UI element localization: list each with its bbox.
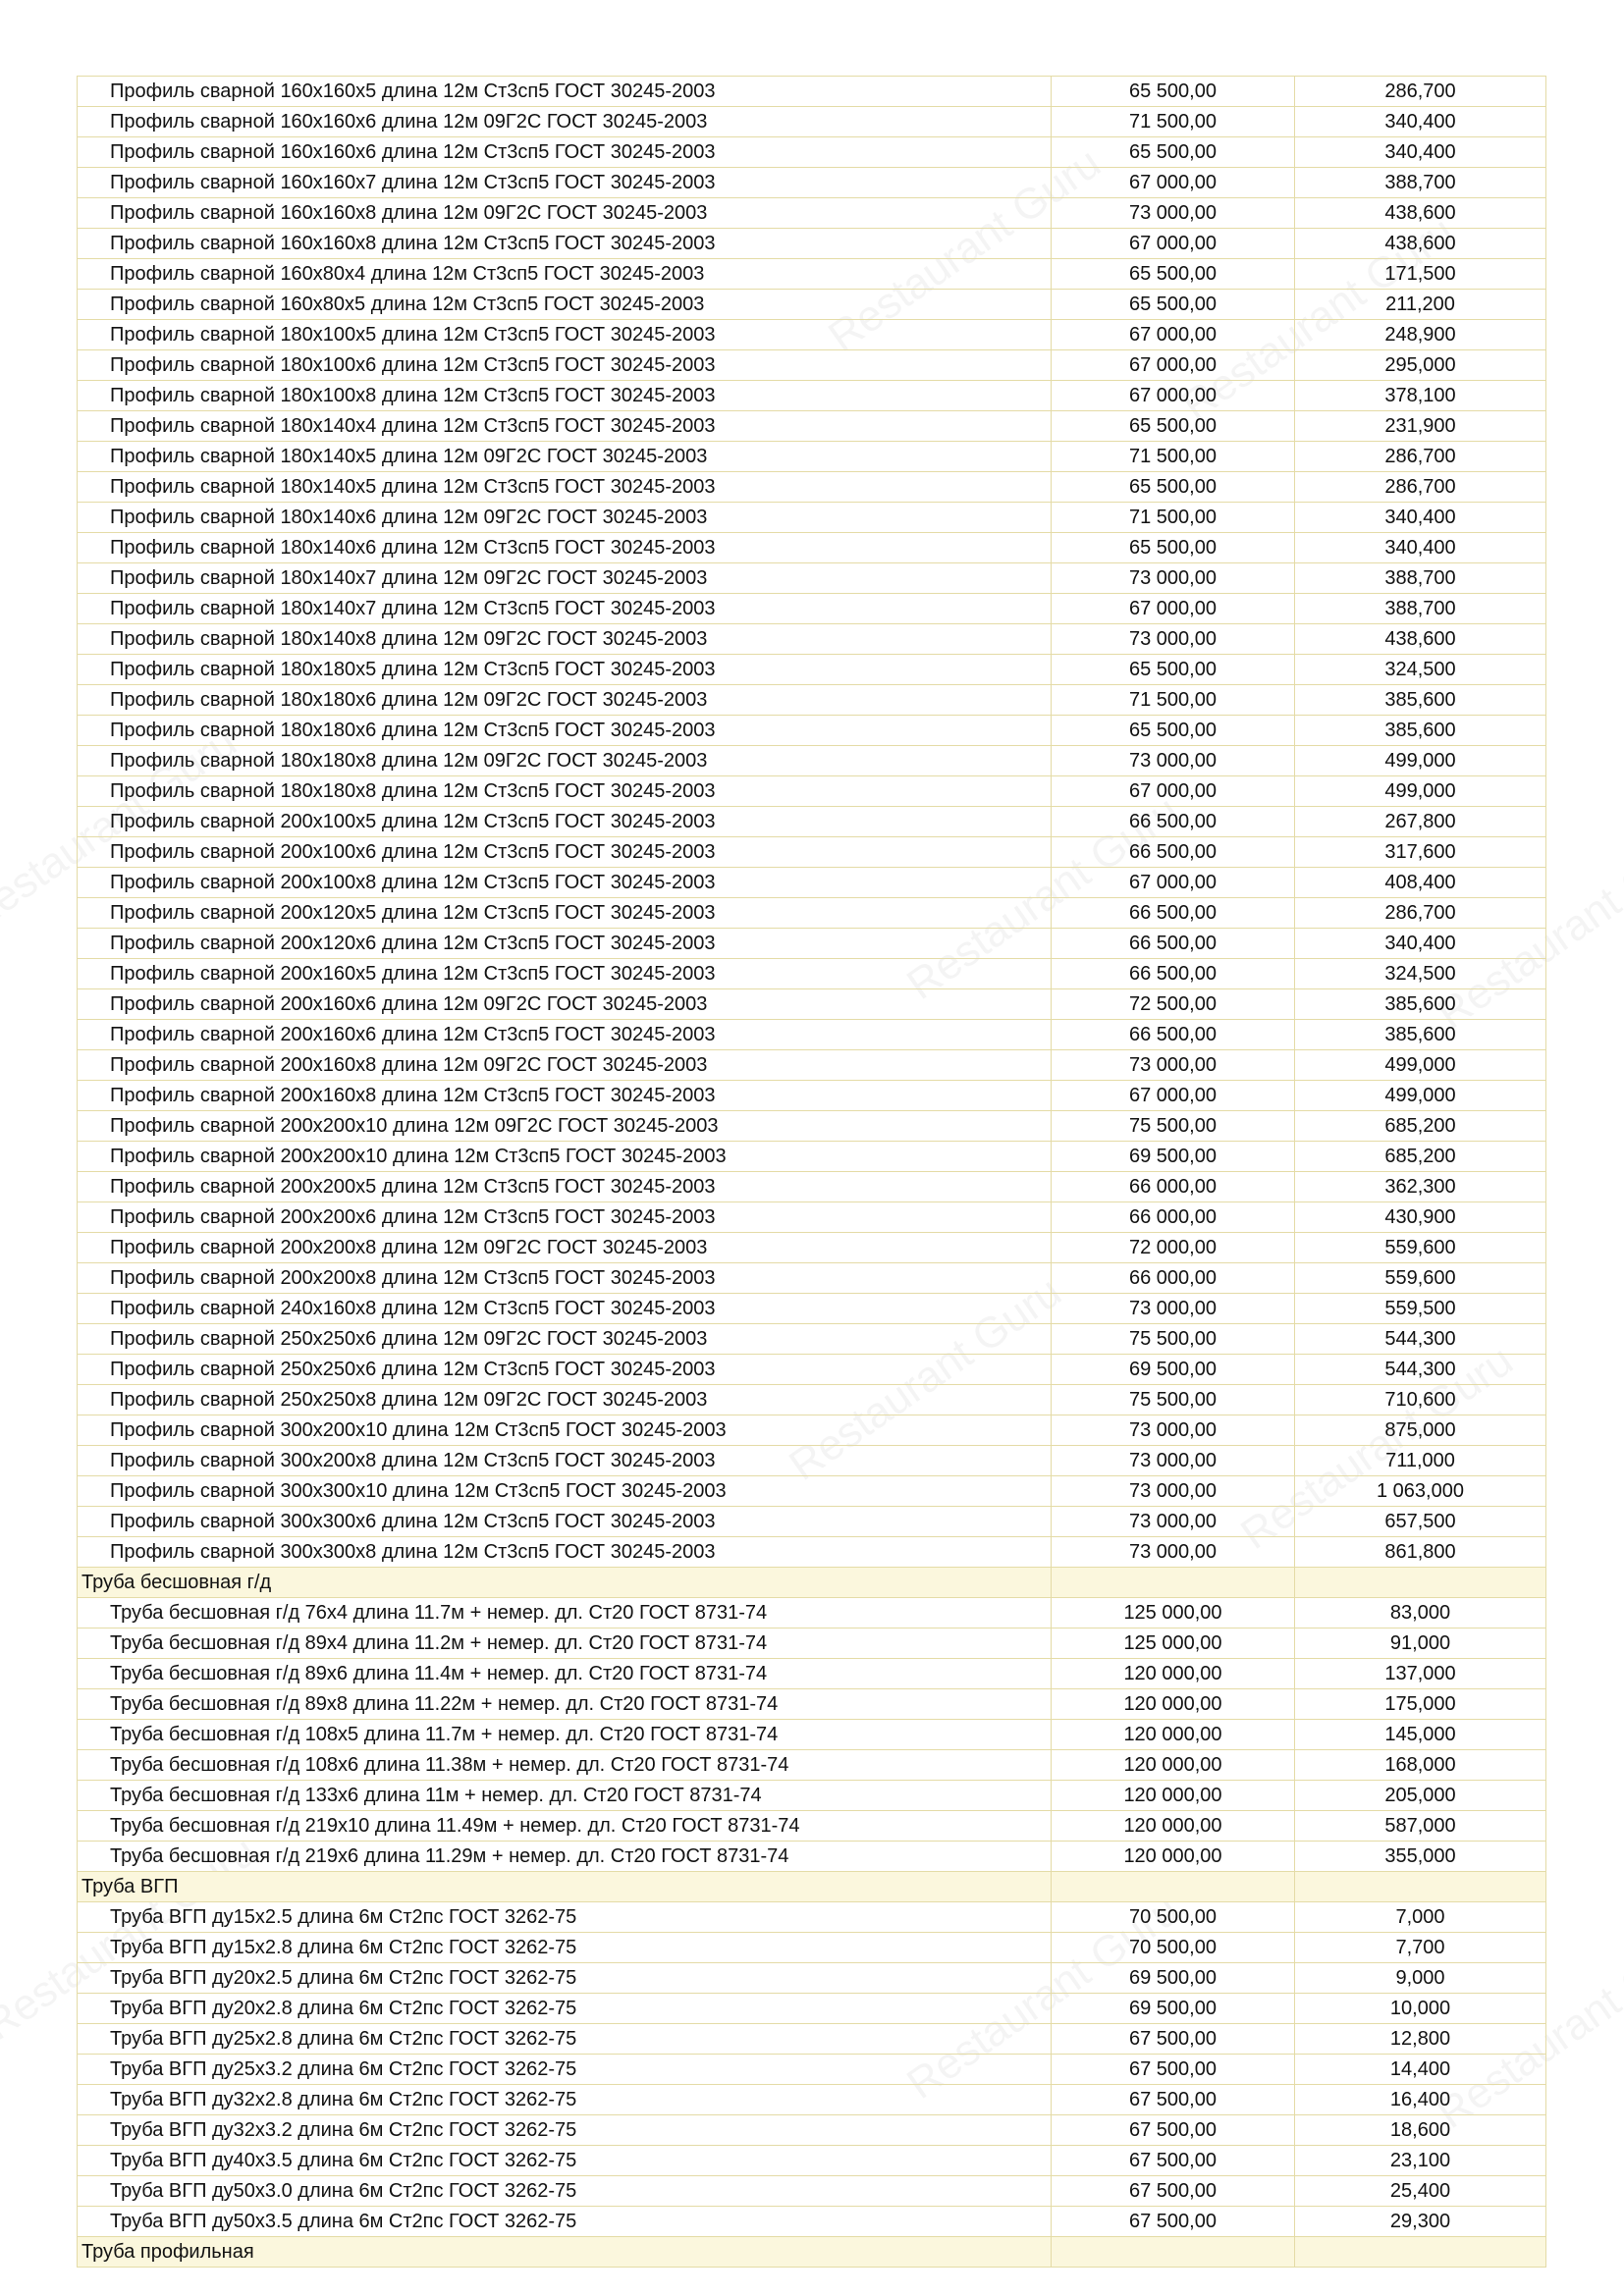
price-value: 66 000,00: [1052, 1172, 1295, 1202]
weight-value: 875,000: [1295, 1415, 1546, 1446]
product-name: Труба ВГП ду25х3.2 длина 6м Ст2пс ГОСТ 3262-75: [78, 2055, 1052, 2085]
price-value: 67 000,00: [1052, 1081, 1295, 1111]
price-value: 69 500,00: [1052, 1355, 1295, 1385]
weight-value: 385,600: [1295, 989, 1546, 1020]
product-name: Труба бесшовная г/д 133х6 длина 11м + немер. дл. Ст20 ГОСТ 8731-74: [78, 1781, 1052, 1811]
weight-value: 544,300: [1295, 1355, 1546, 1385]
price-value: 125 000,00: [1052, 1629, 1295, 1659]
weight-value: 378,100: [1295, 381, 1546, 411]
table-row: [78, 168, 1546, 198]
price-value: 67 000,00: [1052, 594, 1295, 624]
product-name: Профиль сварной 180х140х6 длина 12м 09Г2С ГОСТ 30245-2003: [78, 503, 1052, 533]
product-name: Профиль сварной 180х140х4 длина 12м Ст3сп5 ГОСТ 30245-2003: [78, 411, 1052, 442]
price-value: 66 000,00: [1052, 1202, 1295, 1233]
weight-value: 559,600: [1295, 1233, 1546, 1263]
price-value: 67 500,00: [1052, 2085, 1295, 2115]
table-row: [78, 776, 1546, 807]
price-value: 73 000,00: [1052, 1446, 1295, 1476]
table-row: [78, 442, 1546, 472]
price-value: 70 500,00: [1052, 1933, 1295, 1963]
weight-value: 430,900: [1295, 1202, 1546, 1233]
weight-value: 29,300: [1295, 2207, 1546, 2237]
product-name: Труба бесшовная г/д 219х6 длина 11.29м + немер. дл. Ст20 ГОСТ 8731-74: [78, 1842, 1052, 1872]
table-row: [78, 1385, 1546, 1415]
product-name: Профиль сварной 200х200х5 длина 12м Ст3сп5 ГОСТ 30245-2003: [78, 1172, 1052, 1202]
table-row: [78, 868, 1546, 898]
price-value: 72 000,00: [1052, 1233, 1295, 1263]
product-name: Труба ВГП ду50х3.5 длина 6м Ст2пс ГОСТ 3262-75: [78, 2207, 1052, 2237]
weight-value: 711,000: [1295, 1446, 1546, 1476]
weight-value: 286,700: [1295, 77, 1546, 107]
price-value: 120 000,00: [1052, 1781, 1295, 1811]
price-value: 67 500,00: [1052, 2115, 1295, 2146]
price-value: 73 000,00: [1052, 563, 1295, 594]
product-name: Профиль сварной 200х160х5 длина 12м Ст3сп5 ГОСТ 30245-2003: [78, 959, 1052, 989]
weight-value: 83,000: [1295, 1598, 1546, 1629]
product-name: Труба профильная: [78, 2237, 1052, 2268]
table-row: [78, 1081, 1546, 1111]
product-name: Профиль сварной 300х300х6 длина 12м Ст3сп5 ГОСТ 30245-2003: [78, 1507, 1052, 1537]
weight-value: 559,500: [1295, 1294, 1546, 1324]
product-name: Профиль сварной 200х120х6 длина 12м Ст3сп5 ГОСТ 30245-2003: [78, 929, 1052, 959]
table-row: [78, 2115, 1546, 2146]
price-value: 67 000,00: [1052, 776, 1295, 807]
price-value: [1052, 1872, 1295, 1902]
weight-value: 286,700: [1295, 898, 1546, 929]
product-name: Профиль сварной 240х160х8 длина 12м Ст3сп5 ГОСТ 30245-2003: [78, 1294, 1052, 1324]
product-name: Профиль сварной 160х160х6 длина 12м Ст3сп5 ГОСТ 30245-2003: [78, 137, 1052, 168]
table-row: [78, 320, 1546, 350]
price-value: 67 500,00: [1052, 2176, 1295, 2207]
weight-value: 861,800: [1295, 1537, 1546, 1568]
table-row: [78, 290, 1546, 320]
product-name: Труба ВГП ду15х2.5 длина 6м Ст2пс ГОСТ 3262-75: [78, 1902, 1052, 1933]
product-name: Профиль сварной 180х140х7 длина 12м Ст3сп5 ГОСТ 30245-2003: [78, 594, 1052, 624]
price-value: 67 000,00: [1052, 381, 1295, 411]
table-row: [78, 655, 1546, 685]
price-value: 75 500,00: [1052, 1324, 1295, 1355]
price-value: 120 000,00: [1052, 1689, 1295, 1720]
product-name: Профиль сварной 180х100х8 длина 12м Ст3сп5 ГОСТ 30245-2003: [78, 381, 1052, 411]
weight-value: 324,500: [1295, 959, 1546, 989]
product-name: Труба бесшовная г/д 219х10 длина 11.49м + немер. дл. Ст20 ГОСТ 8731-74: [78, 1811, 1052, 1842]
weight-value: 295,000: [1295, 350, 1546, 381]
weight-value: 499,000: [1295, 1081, 1546, 1111]
table-row: [78, 837, 1546, 868]
table-row: [78, 716, 1546, 746]
price-value: 69 500,00: [1052, 1963, 1295, 1994]
weight-value: 211,200: [1295, 290, 1546, 320]
table-row: [78, 685, 1546, 716]
price-value: 73 000,00: [1052, 1294, 1295, 1324]
product-name: Профиль сварной 180х140х8 длина 12м 09Г2С ГОСТ 30245-2003: [78, 624, 1052, 655]
price-value: 67 500,00: [1052, 2207, 1295, 2237]
weight-value: 362,300: [1295, 1172, 1546, 1202]
product-name: Профиль сварной 180х100х6 длина 12м Ст3сп5 ГОСТ 30245-2003: [78, 350, 1052, 381]
price-value: 120 000,00: [1052, 1659, 1295, 1689]
table-row: [78, 1902, 1546, 1933]
table-row: [78, 2146, 1546, 2176]
price-value: 67 000,00: [1052, 868, 1295, 898]
table-row: [78, 2055, 1546, 2085]
price-value: 73 000,00: [1052, 1476, 1295, 1507]
table-row: [78, 1050, 1546, 1081]
weight-value: [1295, 1568, 1546, 1598]
product-name: Труба ВГП ду32х3.2 длина 6м Ст2пс ГОСТ 3262-75: [78, 2115, 1052, 2146]
price-value: 65 500,00: [1052, 290, 1295, 320]
table-row: [78, 1476, 1546, 1507]
product-name: Профиль сварной 200х160х6 длина 12м Ст3сп5 ГОСТ 30245-2003: [78, 1020, 1052, 1050]
weight-value: 499,000: [1295, 1050, 1546, 1081]
table-row: [78, 107, 1546, 137]
weight-value: 438,600: [1295, 198, 1546, 229]
table-row: [78, 1811, 1546, 1842]
price-value: 67 000,00: [1052, 229, 1295, 259]
product-name: Профиль сварной 200х160х8 длина 12м 09Г2С ГОСТ 30245-2003: [78, 1050, 1052, 1081]
price-value: 73 000,00: [1052, 624, 1295, 655]
product-name: Профиль сварной 180х180х6 длина 12м 09Г2С ГОСТ 30245-2003: [78, 685, 1052, 716]
weight-value: 91,000: [1295, 1629, 1546, 1659]
price-value: 71 500,00: [1052, 503, 1295, 533]
weight-value: 385,600: [1295, 716, 1546, 746]
category-row: [78, 2237, 1546, 2268]
price-value: 65 500,00: [1052, 472, 1295, 503]
price-value: 120 000,00: [1052, 1811, 1295, 1842]
weight-value: 685,200: [1295, 1142, 1546, 1172]
product-name: Профиль сварной 180х140х6 длина 12м Ст3сп5 ГОСТ 30245-2003: [78, 533, 1052, 563]
weight-value: [1295, 1872, 1546, 1902]
weight-value: 685,200: [1295, 1111, 1546, 1142]
table-row: [78, 624, 1546, 655]
price-value: 73 000,00: [1052, 1050, 1295, 1081]
product-name: Профиль сварной 200х200х8 длина 12м Ст3сп5 ГОСТ 30245-2003: [78, 1263, 1052, 1294]
product-name: Профиль сварной 200х120х5 длина 12м Ст3сп5 ГОСТ 30245-2003: [78, 898, 1052, 929]
price-value: 67 500,00: [1052, 2055, 1295, 2085]
price-value: 65 500,00: [1052, 259, 1295, 290]
product-name: Труба бесшовная г/д 89х6 длина 11.4м + немер. дл. Ст20 ГОСТ 8731-74: [78, 1659, 1052, 1689]
table-row: [78, 1659, 1546, 1689]
category-row: [78, 1568, 1546, 1598]
table-row: [78, 1507, 1546, 1537]
table-row: [78, 472, 1546, 503]
product-name: Труба бесшовная г/д 108х5 длина 11.7м + немер. дл. Ст20 ГОСТ 8731-74: [78, 1720, 1052, 1750]
weight-value: 324,500: [1295, 655, 1546, 685]
product-name: Профиль сварной 180х140х5 длина 12м 09Г2С ГОСТ 30245-2003: [78, 442, 1052, 472]
product-name: Труба ВГП ду20х2.8 длина 6м Ст2пс ГОСТ 3262-75: [78, 1994, 1052, 2024]
product-name: Труба ВГП ду50х3.0 длина 6м Ст2пс ГОСТ 3262-75: [78, 2176, 1052, 2207]
table-row: [78, 594, 1546, 624]
category-row: [78, 1872, 1546, 1902]
table-row: [78, 563, 1546, 594]
table-row: [78, 1324, 1546, 1355]
price-value: 66 500,00: [1052, 807, 1295, 837]
product-name: Профиль сварной 180х180х8 длина 12м Ст3сп5 ГОСТ 30245-2003: [78, 776, 1052, 807]
weight-value: 14,400: [1295, 2055, 1546, 2085]
product-name: Профиль сварной 180х180х6 длина 12м Ст3сп5 ГОСТ 30245-2003: [78, 716, 1052, 746]
weight-value: [1295, 2237, 1546, 2268]
weight-value: 23,100: [1295, 2146, 1546, 2176]
price-table: [77, 76, 1546, 2268]
weight-value: 710,600: [1295, 1385, 1546, 1415]
price-value: 65 500,00: [1052, 137, 1295, 168]
product-name: Профиль сварной 160х160х8 длина 12м Ст3сп5 ГОСТ 30245-2003: [78, 229, 1052, 259]
table-row: [78, 2085, 1546, 2115]
price-value: 65 500,00: [1052, 655, 1295, 685]
product-name: Профиль сварной 160х80х5 длина 12м Ст3сп5 ГОСТ 30245-2003: [78, 290, 1052, 320]
weight-value: 438,600: [1295, 229, 1546, 259]
table-row: [78, 989, 1546, 1020]
weight-value: 340,400: [1295, 137, 1546, 168]
weight-value: 340,400: [1295, 533, 1546, 563]
table-row: [78, 1415, 1546, 1446]
table-row: [78, 1446, 1546, 1476]
weight-value: 12,800: [1295, 2024, 1546, 2055]
weight-value: 205,000: [1295, 1781, 1546, 1811]
weight-value: 145,000: [1295, 1720, 1546, 1750]
price-value: 66 500,00: [1052, 959, 1295, 989]
price-value: 73 000,00: [1052, 1537, 1295, 1568]
price-value: 120 000,00: [1052, 1750, 1295, 1781]
weight-value: 385,600: [1295, 1020, 1546, 1050]
product-name: Профиль сварной 200х200х6 длина 12м Ст3сп5 ГОСТ 30245-2003: [78, 1202, 1052, 1233]
weight-value: 25,400: [1295, 2176, 1546, 2207]
product-name: Труба ВГП ду20х2.5 длина 6м Ст2пс ГОСТ 3262-75: [78, 1963, 1052, 1994]
product-name: Труба бесшовная г/д 108х6 длина 11.38м + немер. дл. Ст20 ГОСТ 8731-74: [78, 1750, 1052, 1781]
price-value: 66 500,00: [1052, 898, 1295, 929]
product-name: Профиль сварной 180х180х5 длина 12м Ст3сп5 ГОСТ 30245-2003: [78, 655, 1052, 685]
table-row: [78, 1537, 1546, 1568]
table-row: [78, 898, 1546, 929]
weight-value: 355,000: [1295, 1842, 1546, 1872]
product-name: Профиль сварной 180х100х5 длина 12м Ст3сп5 ГОСТ 30245-2003: [78, 320, 1052, 350]
product-name: Профиль сварной 200х160х8 длина 12м Ст3сп5 ГОСТ 30245-2003: [78, 1081, 1052, 1111]
table-row: [78, 259, 1546, 290]
weight-value: 10,000: [1295, 1994, 1546, 2024]
weight-value: 7,000: [1295, 1902, 1546, 1933]
price-value: 67 500,00: [1052, 2146, 1295, 2176]
price-value: 66 500,00: [1052, 929, 1295, 959]
price-value: [1052, 2237, 1295, 2268]
table-row: [78, 1963, 1546, 1994]
price-table-body: [78, 77, 1546, 2268]
table-row: [78, 1750, 1546, 1781]
price-value: 69 500,00: [1052, 1142, 1295, 1172]
table-row: [78, 1142, 1546, 1172]
table-row: [78, 1111, 1546, 1142]
table-row: [78, 1781, 1546, 1811]
weight-value: 340,400: [1295, 107, 1546, 137]
product-name: Труба ВГП ду15х2.8 длина 6м Ст2пс ГОСТ 3262-75: [78, 1933, 1052, 1963]
weight-value: 559,600: [1295, 1263, 1546, 1294]
product-name: Профиль сварной 160х160х8 длина 12м 09Г2С ГОСТ 30245-2003: [78, 198, 1052, 229]
product-name: Профиль сварной 200х200х10 длина 12м Ст3сп5 ГОСТ 30245-2003: [78, 1142, 1052, 1172]
table-row: [78, 2024, 1546, 2055]
price-value: 125 000,00: [1052, 1598, 1295, 1629]
table-row: [78, 1202, 1546, 1233]
weight-value: 340,400: [1295, 929, 1546, 959]
weight-value: 317,600: [1295, 837, 1546, 868]
product-name: Профиль сварной 180х140х7 длина 12м 09Г2С ГОСТ 30245-2003: [78, 563, 1052, 594]
table-row: [78, 1720, 1546, 1750]
product-name: Профиль сварной 200х200х8 длина 12м 09Г2С ГОСТ 30245-2003: [78, 1233, 1052, 1263]
table-row: [78, 503, 1546, 533]
product-name: Профиль сварной 250х250х8 длина 12м 09Г2С ГОСТ 30245-2003: [78, 1385, 1052, 1415]
table-row: [78, 1842, 1546, 1872]
table-row: [78, 229, 1546, 259]
weight-value: 267,800: [1295, 807, 1546, 837]
table-row: [78, 77, 1546, 107]
table-row: [78, 1933, 1546, 1963]
weight-value: 499,000: [1295, 746, 1546, 776]
product-name: Профиль сварной 160х160х6 длина 12м 09Г2С ГОСТ 30245-2003: [78, 107, 1052, 137]
price-value: 65 500,00: [1052, 77, 1295, 107]
price-value: 70 500,00: [1052, 1902, 1295, 1933]
product-name: Профиль сварной 300х200х10 длина 12м Ст3сп5 ГОСТ 30245-2003: [78, 1415, 1052, 1446]
table-row: [78, 2176, 1546, 2207]
price-value: 75 500,00: [1052, 1385, 1295, 1415]
price-value: 67 000,00: [1052, 168, 1295, 198]
weight-value: 286,700: [1295, 472, 1546, 503]
table-row: [78, 807, 1546, 837]
table-row: [78, 1263, 1546, 1294]
weight-value: 657,500: [1295, 1507, 1546, 1537]
price-value: 66 500,00: [1052, 837, 1295, 868]
product-name: Труба бесшовная г/д: [78, 1568, 1052, 1598]
price-value: 66 000,00: [1052, 1263, 1295, 1294]
product-name: Профиль сварной 200х100х8 длина 12м Ст3сп5 ГОСТ 30245-2003: [78, 868, 1052, 898]
table-row: [78, 533, 1546, 563]
product-name: Профиль сварной 180х180х8 длина 12м 09Г2С ГОСТ 30245-2003: [78, 746, 1052, 776]
product-name: Профиль сварной 200х160х6 длина 12м 09Г2С ГОСТ 30245-2003: [78, 989, 1052, 1020]
weight-value: 388,700: [1295, 563, 1546, 594]
price-value: 66 500,00: [1052, 1020, 1295, 1050]
price-value: 73 000,00: [1052, 1507, 1295, 1537]
product-name: Профиль сварной 180х140х5 длина 12м Ст3сп5 ГОСТ 30245-2003: [78, 472, 1052, 503]
weight-value: 388,700: [1295, 594, 1546, 624]
table-row: [78, 1598, 1546, 1629]
table-row: [78, 959, 1546, 989]
product-name: Профиль сварной 250х250х6 длина 12м 09Г2С ГОСТ 30245-2003: [78, 1324, 1052, 1355]
product-name: Труба ВГП ду32х2.8 длина 6м Ст2пс ГОСТ 3262-75: [78, 2085, 1052, 2115]
weight-value: 168,000: [1295, 1750, 1546, 1781]
weight-value: 175,000: [1295, 1689, 1546, 1720]
price-value: 73 000,00: [1052, 198, 1295, 229]
weight-value: 286,700: [1295, 442, 1546, 472]
price-value: [1052, 1568, 1295, 1598]
weight-value: 137,000: [1295, 1659, 1546, 1689]
weight-value: 544,300: [1295, 1324, 1546, 1355]
table-row: [78, 381, 1546, 411]
weight-value: 16,400: [1295, 2085, 1546, 2115]
price-value: 67 000,00: [1052, 320, 1295, 350]
weight-value: 388,700: [1295, 168, 1546, 198]
product-name: Труба бесшовная г/д 89х4 длина 11.2м + немер. дл. Ст20 ГОСТ 8731-74: [78, 1629, 1052, 1659]
table-row: [78, 1629, 1546, 1659]
weight-value: 231,900: [1295, 411, 1546, 442]
table-row: [78, 1689, 1546, 1720]
product-name: Профиль сварной 160х160х7 длина 12м Ст3сп5 ГОСТ 30245-2003: [78, 168, 1052, 198]
product-name: Профиль сварной 160х160х5 длина 12м Ст3сп5 ГОСТ 30245-2003: [78, 77, 1052, 107]
table-row: [78, 350, 1546, 381]
weight-value: 385,600: [1295, 685, 1546, 716]
price-value: 120 000,00: [1052, 1720, 1295, 1750]
product-name: Профиль сварной 200х200х10 длина 12м 09Г2С ГОСТ 30245-2003: [78, 1111, 1052, 1142]
weight-value: 171,500: [1295, 259, 1546, 290]
product-name: Труба ВГП: [78, 1872, 1052, 1902]
price-value: 67 000,00: [1052, 350, 1295, 381]
product-name: Профиль сварной 160х80х4 длина 12м Ст3сп5 ГОСТ 30245-2003: [78, 259, 1052, 290]
price-value: 75 500,00: [1052, 1111, 1295, 1142]
weight-value: 1 063,000: [1295, 1476, 1546, 1507]
weight-value: 9,000: [1295, 1963, 1546, 1994]
table-row: [78, 2207, 1546, 2237]
table-row: [78, 929, 1546, 959]
product-name: Труба ВГП ду25х2.8 длина 6м Ст2пс ГОСТ 3262-75: [78, 2024, 1052, 2055]
table-row: [78, 1994, 1546, 2024]
price-value: 71 500,00: [1052, 685, 1295, 716]
table-row: [78, 1294, 1546, 1324]
product-name: Труба бесшовная г/д 89х8 длина 11.22м + немер. дл. Ст20 ГОСТ 8731-74: [78, 1689, 1052, 1720]
price-value: 65 500,00: [1052, 533, 1295, 563]
product-name: Профиль сварной 300х300х10 длина 12м Ст3сп5 ГОСТ 30245-2003: [78, 1476, 1052, 1507]
table-row: [78, 1233, 1546, 1263]
table-row: [78, 746, 1546, 776]
weight-value: 7,700: [1295, 1933, 1546, 1963]
price-value: 71 500,00: [1052, 442, 1295, 472]
product-name: Профиль сварной 200х100х5 длина 12м Ст3сп5 ГОСТ 30245-2003: [78, 807, 1052, 837]
price-value: 71 500,00: [1052, 107, 1295, 137]
price-value: 67 500,00: [1052, 2024, 1295, 2055]
product-name: Профиль сварной 300х200х8 длина 12м Ст3сп5 ГОСТ 30245-2003: [78, 1446, 1052, 1476]
table-row: [78, 411, 1546, 442]
table-row: [78, 137, 1546, 168]
price-value: 120 000,00: [1052, 1842, 1295, 1872]
weight-value: 438,600: [1295, 624, 1546, 655]
product-name: Профиль сварной 300х300х8 длина 12м Ст3сп5 ГОСТ 30245-2003: [78, 1537, 1052, 1568]
weight-value: 18,600: [1295, 2115, 1546, 2146]
price-value: 65 500,00: [1052, 411, 1295, 442]
weight-value: 408,400: [1295, 868, 1546, 898]
table-row: [78, 1355, 1546, 1385]
price-value: 69 500,00: [1052, 1994, 1295, 2024]
product-name: Профиль сварной 200х100х6 длина 12м Ст3сп5 ГОСТ 30245-2003: [78, 837, 1052, 868]
product-name: Труба бесшовная г/д 76х4 длина 11.7м + немер. дл. Ст20 ГОСТ 8731-74: [78, 1598, 1052, 1629]
weight-value: 248,900: [1295, 320, 1546, 350]
table-row: [78, 198, 1546, 229]
price-value: 65 500,00: [1052, 716, 1295, 746]
price-value: 72 500,00: [1052, 989, 1295, 1020]
weight-value: 340,400: [1295, 503, 1546, 533]
table-row: [78, 1020, 1546, 1050]
product-name: Труба ВГП ду40х3.5 длина 6м Ст2пс ГОСТ 3262-75: [78, 2146, 1052, 2176]
weight-value: 499,000: [1295, 776, 1546, 807]
table-row: [78, 1172, 1546, 1202]
price-value: 73 000,00: [1052, 746, 1295, 776]
product-name: Профиль сварной 250х250х6 длина 12м Ст3сп5 ГОСТ 30245-2003: [78, 1355, 1052, 1385]
price-value: 73 000,00: [1052, 1415, 1295, 1446]
weight-value: 587,000: [1295, 1811, 1546, 1842]
